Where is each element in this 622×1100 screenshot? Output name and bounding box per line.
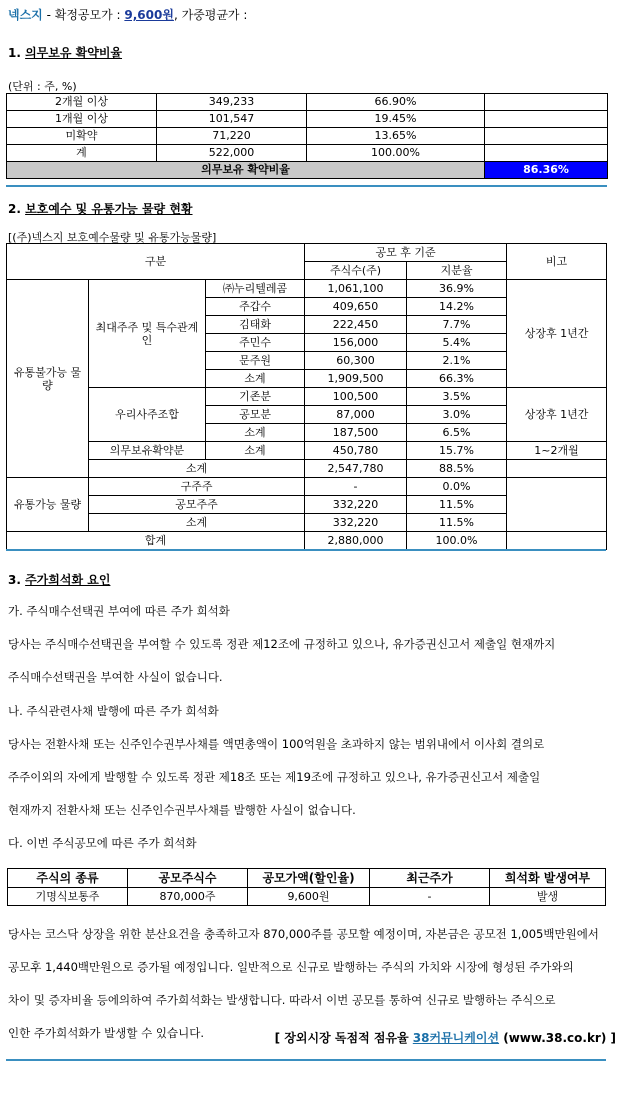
section3-title: [8, 571, 110, 588]
holder-ratio: 36.9%: [407, 280, 507, 298]
cell: 870,000주: [128, 888, 248, 906]
row-extra: [485, 111, 608, 128]
row-ratio: 19.45%: [307, 111, 485, 128]
header-suffix: , 가중평균가 :: [173, 8, 248, 22]
closing-paragraph: 공모후 1,440백만원으로 증가될 예정입니다. 일반적으로 신규로 발행하는 주식의 가치와 시장에 형성된 주가와의: [8, 960, 574, 974]
holder-name: 김태화: [206, 316, 305, 334]
section1-unit: (단위 : 주, %): [8, 80, 77, 93]
divider: [6, 1059, 606, 1061]
group-mandatory: 의무보유확약분: [89, 442, 206, 460]
table-row: [7, 460, 607, 478]
table-row: [7, 280, 607, 298]
company-name[interactable]: 넥스지: [8, 8, 43, 22]
holder-name: 문주원: [206, 352, 305, 370]
section1-title: [8, 44, 122, 61]
paragraph: 나. 주식관련사채 발행에 따른 주가 희석화: [8, 704, 219, 718]
subtotal-ratio: 88.5%: [407, 460, 507, 478]
row-label: 미확약: [7, 128, 157, 145]
table-row: [8, 888, 606, 906]
holder-shares: 222,450: [305, 316, 407, 334]
holder-shares: 100,500: [305, 388, 407, 406]
banner-close: (www.38.co.kr) ]: [499, 1031, 616, 1045]
holder-shares: -: [305, 478, 407, 496]
holder-name: 기존분: [206, 388, 305, 406]
table-row: [7, 478, 607, 496]
holder-ratio: 0.0%: [407, 478, 507, 496]
section3-title-text: 주가희석화 요인: [25, 573, 111, 587]
row-shares: 349,233: [157, 94, 307, 111]
col-header: 최근주가: [370, 869, 490, 888]
closing-paragraph: 당사는 코스닥 상장을 위한 분산요건을 충족하고자 870,000주를 공모할 예정이며, 자본금은 공모전 1,005백만원에서: [8, 927, 599, 941]
banner-open: [ 장외시장 독점적 점유율: [274, 1031, 413, 1045]
group-major: 최대주주 및 특수관계인: [89, 280, 206, 388]
cell: 발생: [490, 888, 606, 906]
total-shares: 2,880,000: [305, 532, 407, 550]
row-shares: 101,547: [157, 111, 307, 128]
closing-paragraph: 인한 주가희석화가 발생할 수 있습니다.: [8, 1026, 205, 1040]
row-ratio: 66.90%: [307, 94, 485, 111]
header-category: 구분: [7, 244, 305, 280]
holder-name: 소계: [206, 424, 305, 442]
total-row: [7, 532, 607, 550]
col-header: 주식의 종류: [8, 869, 128, 888]
holder-name: 공모주주: [89, 496, 305, 514]
banner-brand-link[interactable]: 38커뮤니케이션: [412, 1031, 500, 1045]
row-label: 계: [7, 145, 157, 162]
holder-ratio: 66.3%: [407, 370, 507, 388]
table-row: [7, 442, 607, 460]
divider: [6, 185, 607, 187]
holder-shares: 156,000: [305, 334, 407, 352]
holder-ratio: 3.0%: [407, 406, 507, 424]
total-ratio: 100.0%: [407, 532, 507, 550]
cell: -: [370, 888, 490, 906]
holder-name: ㈜누리텔레콤: [206, 280, 305, 298]
holder-name: 주민수: [206, 334, 305, 352]
holder-shares: 332,220: [305, 496, 407, 514]
row-label: 2개월 이상: [7, 94, 157, 111]
section2-title-text: 보호예수 및 유통가능 물량 현황: [25, 202, 193, 216]
row-extra: [485, 128, 608, 145]
holder-name: 소계: [206, 370, 305, 388]
holder-ratio: 14.2%: [407, 298, 507, 316]
header-prefix: - 확정공모가 :: [42, 8, 125, 22]
table-row: [7, 94, 608, 111]
holder-name: 소계: [89, 514, 305, 532]
major-note: 상장후 1년간: [507, 280, 607, 388]
closing-paragraph: 차이 및 증자비율 등에의하여 주가희석화는 발생합니다. 따라서 이번 공모를 통하여 신규로 발행하는 주식으로: [8, 993, 556, 1007]
lockup-status-table: [6, 243, 607, 550]
confirmed-price: 9,600원: [124, 8, 174, 22]
row-ratio: 100.00%: [307, 145, 485, 162]
paragraph: 다. 이번 주식공모에 따른 주가 희석화: [8, 836, 197, 850]
holder-ratio: 11.5%: [407, 514, 507, 532]
row-extra: [485, 94, 608, 111]
employee-note: 상장후 1년간: [507, 388, 607, 442]
header-note: 비고: [507, 244, 607, 280]
row-shares: 71,220: [157, 128, 307, 145]
table-row: [7, 388, 607, 406]
table-row: [7, 145, 608, 162]
holder-name: 소계: [206, 442, 305, 460]
paragraph: 주식매수선택권을 부여한 사실이 없습니다.: [8, 670, 223, 684]
holder-ratio: 6.5%: [407, 424, 507, 442]
holder-ratio: 11.5%: [407, 496, 507, 514]
divider: [6, 549, 606, 551]
header-row: [8, 869, 606, 888]
header-shares: 주식수(주): [305, 262, 407, 280]
section1-number: 1.: [8, 46, 26, 60]
paragraph: 주주이외의 자에게 발행할 수 있도록 정관 제18조 또는 제19조에 규정하고 있으나, 유가증권신고서 제출일: [8, 770, 541, 784]
section2-number: 2.: [8, 202, 26, 216]
dilution-table: [7, 868, 606, 906]
cell: 9,600원: [248, 888, 370, 906]
summary-row: [7, 162, 608, 179]
cell: 기명식보통주: [8, 888, 128, 906]
holder-shares: 1,909,500: [305, 370, 407, 388]
paragraph: 당사는 전환사채 또는 신주인수권부사채를 액면총액이 100억원을 초과하지 않는 범위내에서 이사회 결의로: [8, 737, 545, 751]
group-employee: 우리사주조합: [89, 388, 206, 442]
col-header: 공모주식수: [128, 869, 248, 888]
subtotal-shares: 2,547,780: [305, 460, 407, 478]
paragraph: 가. 주식매수선택권 부여에 따른 주가 희석화: [8, 604, 230, 618]
subtotal-label: 소계: [89, 460, 305, 478]
group-locked: 유통불가능 물량: [7, 280, 89, 478]
holder-shares: 409,650: [305, 298, 407, 316]
holder-name: 주갑수: [206, 298, 305, 316]
mandatory-note: 1~2개월: [507, 442, 607, 460]
holder-ratio: 5.4%: [407, 334, 507, 352]
col-header: 공모가액(할인율): [248, 869, 370, 888]
holder-ratio: 7.7%: [407, 316, 507, 334]
holder-name: 구주주: [89, 478, 305, 496]
summary-label: 의무보유 확약비율: [7, 162, 485, 179]
section3-number: 3.: [8, 573, 26, 587]
holder-shares: 1,061,100: [305, 280, 407, 298]
header-public-basis: 공모 후 기준: [305, 244, 507, 262]
section2-caption: [(주)넥스지 보호예수물량 및 유통가능물량]: [8, 231, 217, 244]
holder-ratio: 2.1%: [407, 352, 507, 370]
row-extra: [485, 145, 608, 162]
holder-shares: 450,780: [305, 442, 407, 460]
section2-title: [8, 200, 193, 217]
holder-shares: 87,000: [305, 406, 407, 424]
row-shares: 522,000: [157, 145, 307, 162]
summary-value: 86.36%: [485, 162, 608, 179]
table-row: [7, 111, 608, 128]
section1-title-text: 의무보유 확약비율: [25, 46, 123, 60]
header-row: [7, 244, 607, 262]
table-row: [7, 128, 608, 145]
holder-ratio: 15.7%: [407, 442, 507, 460]
paragraph: 현재까지 전환사채 또는 신주인수권부사채를 발행한 사실이 없습니다.: [8, 803, 356, 817]
holder-shares: 60,300: [305, 352, 407, 370]
header-line: [8, 6, 247, 23]
col-header: 희석화 발생여부: [490, 869, 606, 888]
total-label: 합계: [7, 532, 305, 550]
empty-note: [507, 532, 607, 550]
holder-name: 공모분: [206, 406, 305, 424]
paragraph: 당사는 주식매수선택권을 부여할 수 있도록 정관 제12조에 규정하고 있으나, 유가증권신고서 제출일 현재까지: [8, 637, 556, 651]
holder-shares: 187,500: [305, 424, 407, 442]
holder-ratio: 3.5%: [407, 388, 507, 406]
row-label: 1개월 이상: [7, 111, 157, 128]
empty-note: [507, 478, 607, 532]
holder-shares: 332,220: [305, 514, 407, 532]
site-banner: [275, 1029, 616, 1046]
lockup-ratio-table: [6, 93, 608, 179]
empty-note: [507, 460, 607, 478]
group-tradable: 유통가능 물량: [7, 478, 89, 532]
row-ratio: 13.65%: [307, 128, 485, 145]
header-ratio: 지분율: [407, 262, 507, 280]
